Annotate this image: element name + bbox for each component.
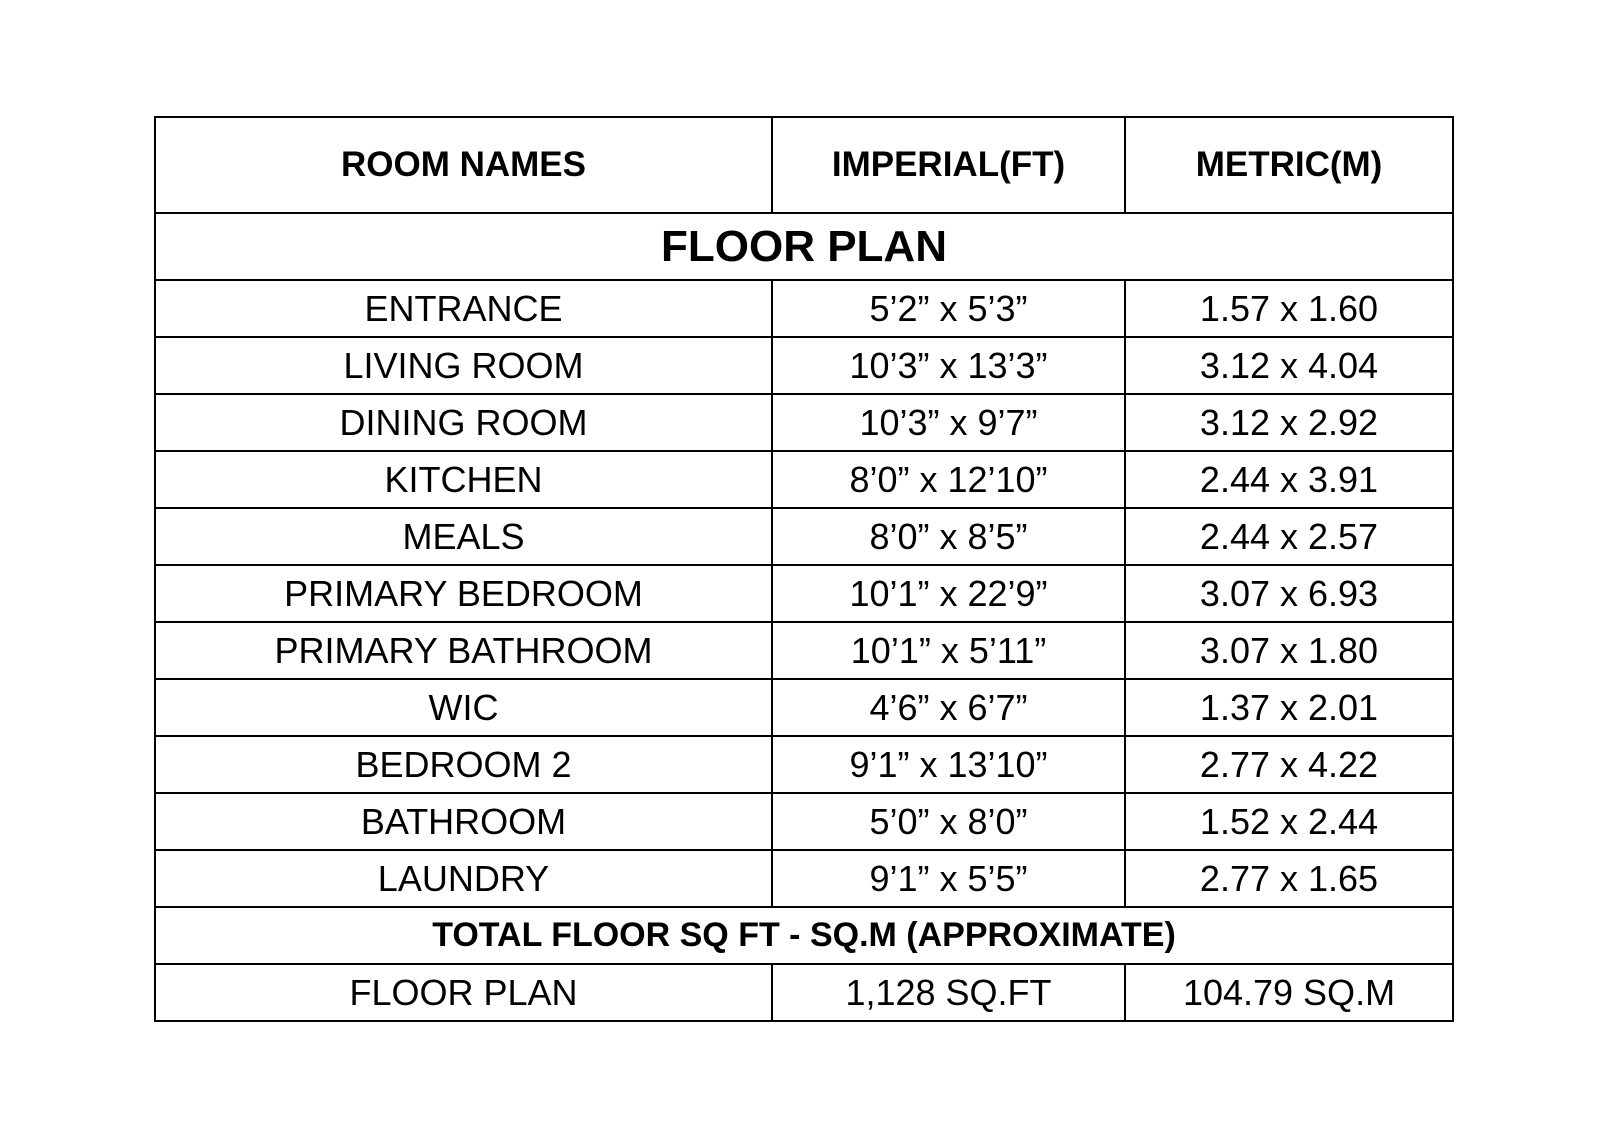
table-row	[155, 451, 1453, 508]
room-metric: 2.77 x 4.22	[1125, 736, 1453, 793]
room-metric: 1.37 x 2.01	[1125, 679, 1453, 736]
table-row	[155, 337, 1453, 394]
table-row	[155, 280, 1453, 337]
room-metric: 1.52 x 2.44	[1125, 793, 1453, 850]
room-imperial: 10’1” x 22’9”	[772, 565, 1125, 622]
table-row	[155, 736, 1453, 793]
table-row	[155, 565, 1453, 622]
total-row	[155, 964, 1453, 1021]
table-row	[155, 850, 1453, 907]
room-imperial: 8’0” x 8’5”	[772, 508, 1125, 565]
room-name: BATHROOM	[155, 793, 772, 850]
room-dimensions-table	[154, 116, 1454, 1022]
room-metric: 1.57 x 1.60	[1125, 280, 1453, 337]
total-label: TOTAL FLOOR SQ FT - SQ.M (APPROXIMATE)	[155, 907, 1453, 964]
room-name: ENTRANCE	[155, 280, 772, 337]
room-imperial: 10’3” x 9’7”	[772, 394, 1125, 451]
room-metric: 2.77 x 1.65	[1125, 850, 1453, 907]
room-name: WIC	[155, 679, 772, 736]
section-title-row	[155, 213, 1453, 280]
room-imperial: 5’2” x 5’3”	[772, 280, 1125, 337]
header-room-names: ROOM NAMES	[155, 117, 772, 213]
table-row	[155, 679, 1453, 736]
room-imperial: 10’3” x 13’3”	[772, 337, 1125, 394]
section-title: FLOOR PLAN	[155, 213, 1453, 280]
room-imperial: 8’0” x 12’10”	[772, 451, 1125, 508]
total-label-row	[155, 907, 1453, 964]
room-imperial: 5’0” x 8’0”	[772, 793, 1125, 850]
total-name: FLOOR PLAN	[155, 964, 772, 1021]
table-row	[155, 622, 1453, 679]
room-metric: 3.12 x 4.04	[1125, 337, 1453, 394]
room-metric: 3.12 x 2.92	[1125, 394, 1453, 451]
table-row	[155, 793, 1453, 850]
room-name: PRIMARY BEDROOM	[155, 565, 772, 622]
room-name: BEDROOM 2	[155, 736, 772, 793]
room-name: LIVING ROOM	[155, 337, 772, 394]
room-name: PRIMARY BATHROOM	[155, 622, 772, 679]
room-name: MEALS	[155, 508, 772, 565]
table-row	[155, 394, 1453, 451]
room-imperial: 9’1” x 5’5”	[772, 850, 1125, 907]
table-row	[155, 508, 1453, 565]
room-metric: 3.07 x 6.93	[1125, 565, 1453, 622]
room-imperial: 10’1” x 5’11”	[772, 622, 1125, 679]
room-name: KITCHEN	[155, 451, 772, 508]
header-metric: METRIC(M)	[1125, 117, 1453, 213]
room-metric: 3.07 x 1.80	[1125, 622, 1453, 679]
header-imperial: IMPERIAL(FT)	[772, 117, 1125, 213]
total-metric: 104.79 SQ.M	[1125, 964, 1453, 1021]
table-header-row	[155, 117, 1453, 213]
room-metric: 2.44 x 3.91	[1125, 451, 1453, 508]
room-imperial: 4’6” x 6’7”	[772, 679, 1125, 736]
room-metric: 2.44 x 2.57	[1125, 508, 1453, 565]
room-name: DINING ROOM	[155, 394, 772, 451]
total-imperial: 1,128 SQ.FT	[772, 964, 1125, 1021]
room-name: LAUNDRY	[155, 850, 772, 907]
room-imperial: 9’1” x 13’10”	[772, 736, 1125, 793]
